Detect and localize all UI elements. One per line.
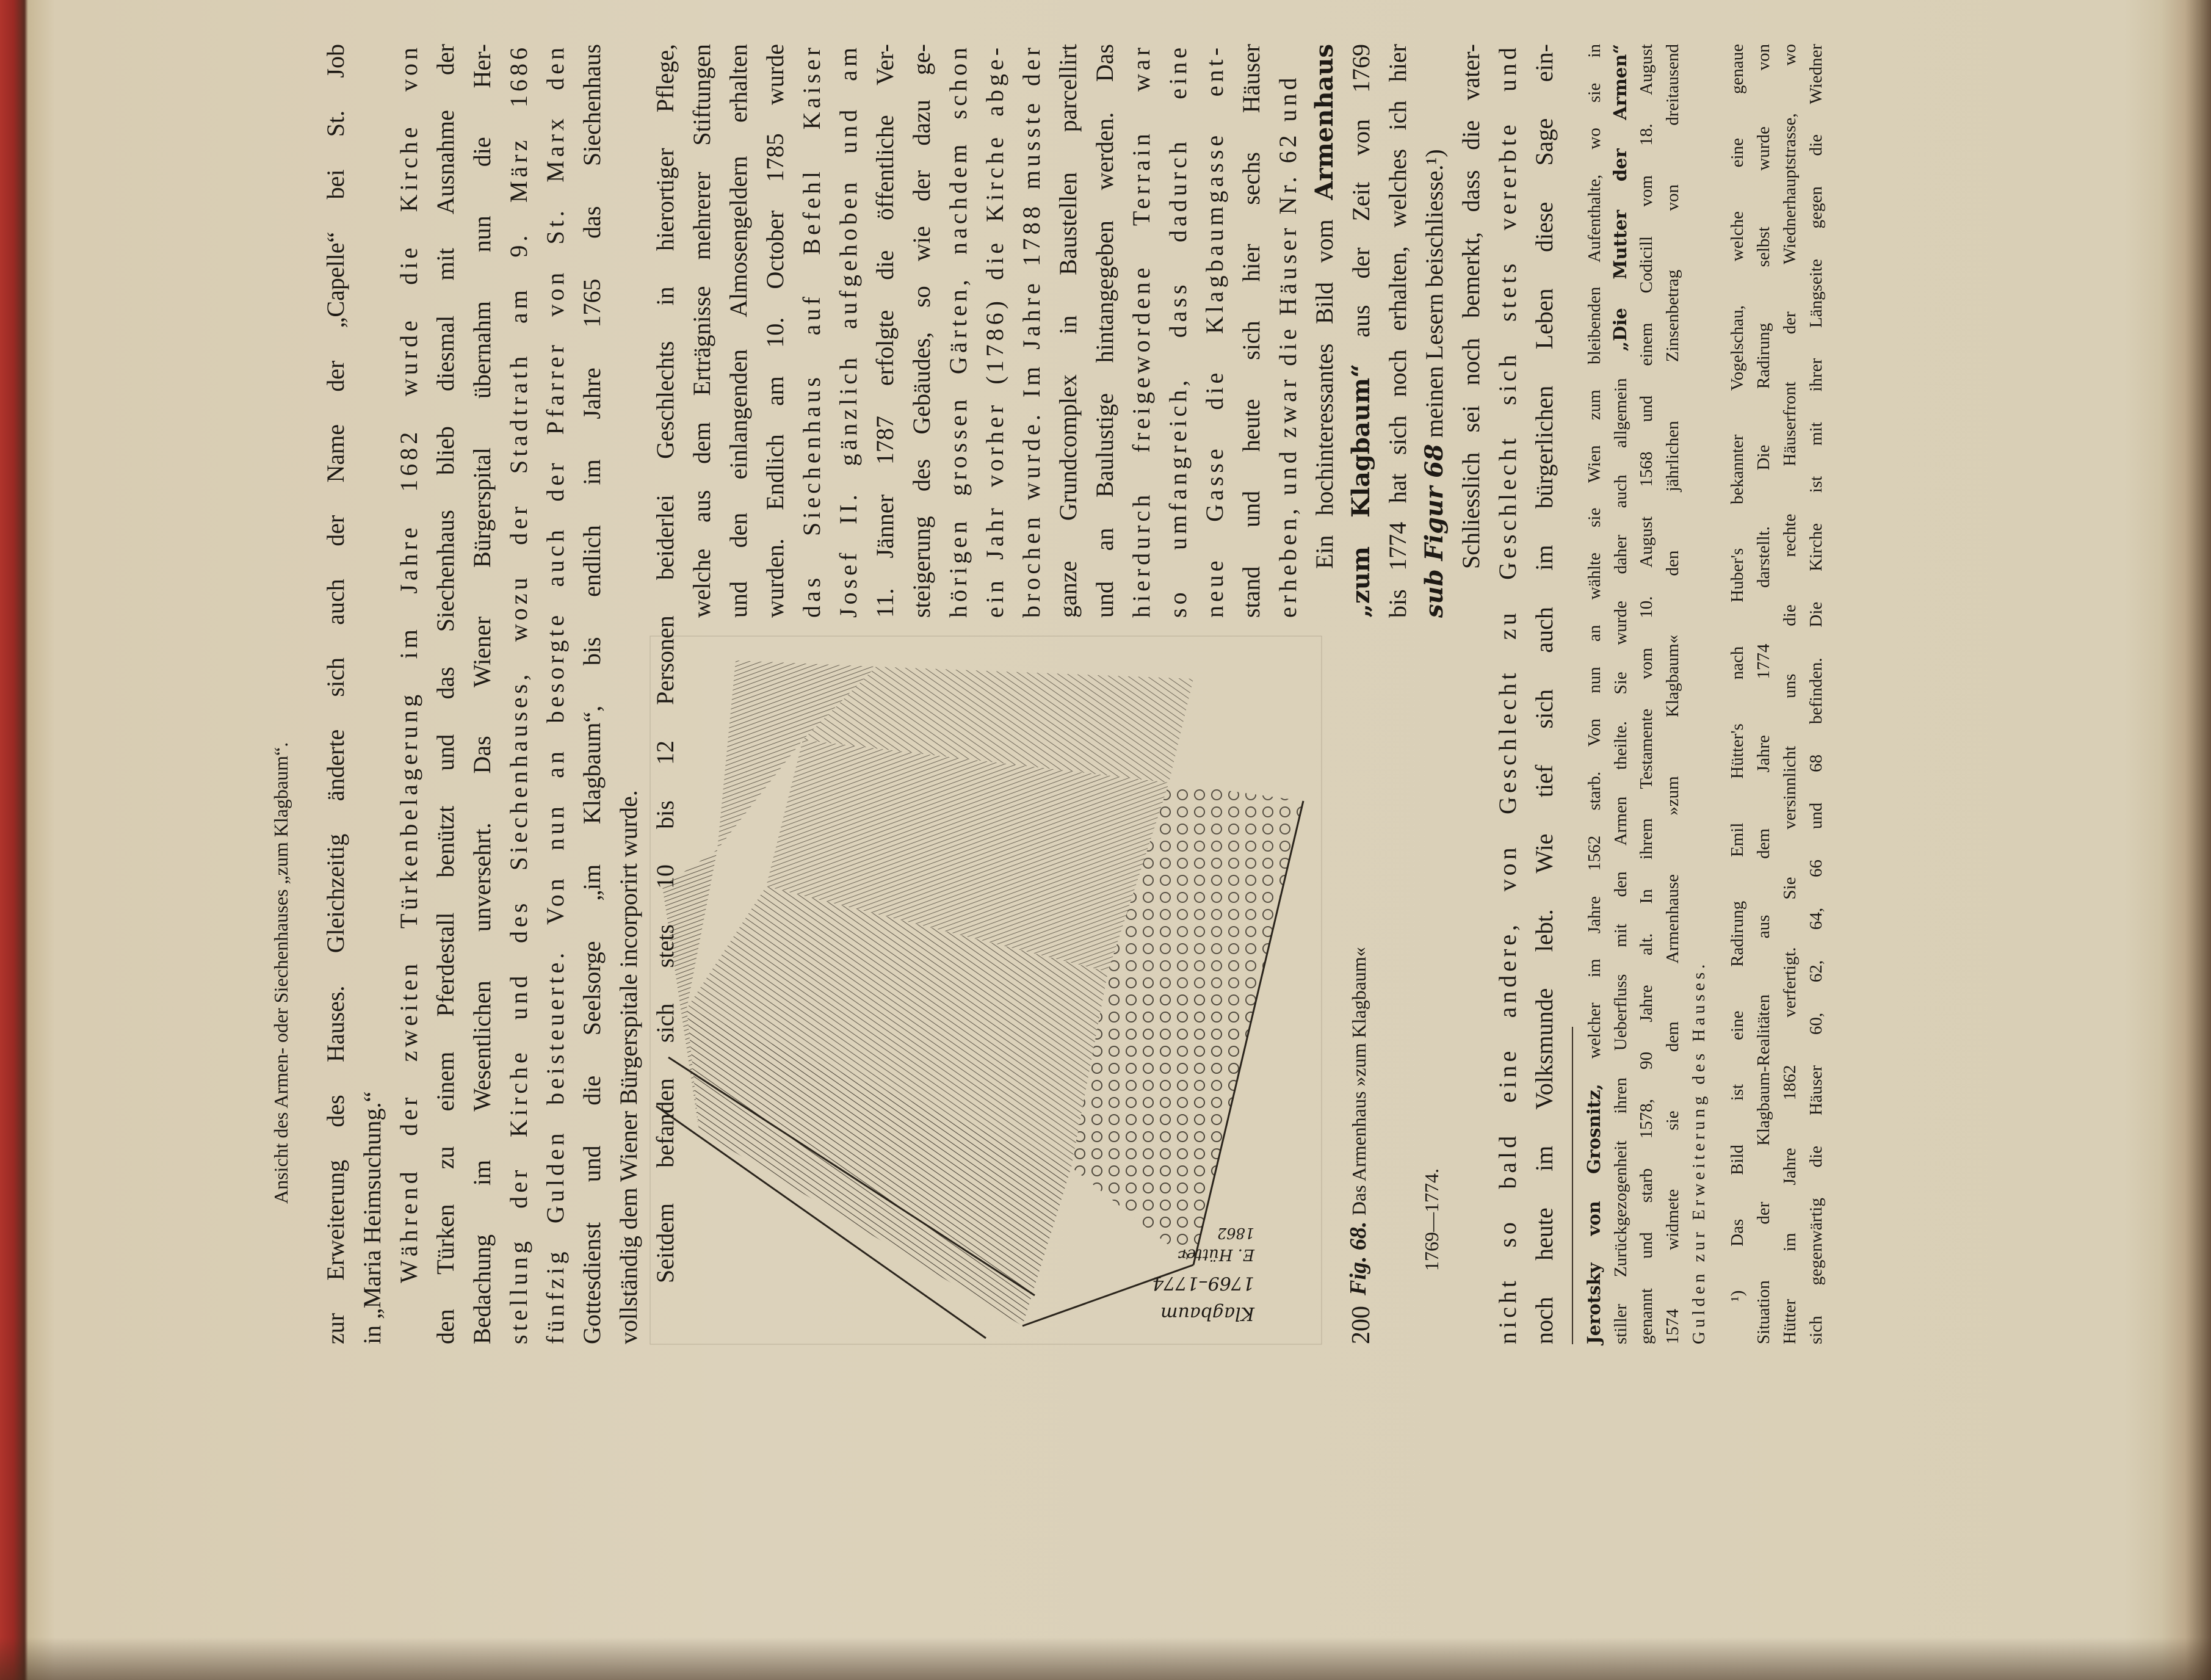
text-line: 11. Jänner 1787 erfolgte die öffentliche Ver- xyxy=(871,44,899,618)
footnote-line: 1574 widmete sie dem Armenhause »zum Klagbaum« den jährlichen Zinsenbetrag von dreitausend xyxy=(1663,44,1682,1344)
text-line: stellung der Kirche und des Siechenhauses, wozu der Stadtrath am 9. März 1686 xyxy=(505,44,532,1344)
engraving-signature: Klagbaum xyxy=(1160,1303,1254,1324)
text-line: vollständig dem Wiener Bürgerspitale incorporirt wurde. xyxy=(615,790,642,1344)
footnote-line: sich gegenwärtig die Häuser 60, 62, 64, 66 und 68 befinden. Die Kirche ist mit ihrer Längseite gegen die Wiedner xyxy=(1806,44,1826,1344)
text-line: sub Figur 68 meinen Lesern beischliesse.¹) xyxy=(1420,149,1449,618)
text-line: bis 1774 hat sich noch erhalten, welches ich hier xyxy=(1384,44,1411,618)
text-line: ein Jahr vorher (1786) die Kirche abge- xyxy=(981,44,1008,618)
engraving-signature: 1862 xyxy=(1217,1225,1254,1242)
text-line: in „Maria Heimsuchung.“ xyxy=(358,1091,386,1344)
page-number: 200 xyxy=(1347,1306,1375,1344)
text-line: Bedachung im Wesentlichen unversehrt. Das Wiener Bürgerspital übernahm nun die Her- xyxy=(468,44,496,1344)
text-line: noch heute im Volksmunde lebt. Wie tief sich auch im bürgerlichen Leben diese Sage ein- xyxy=(1530,44,1558,1344)
footnote-line: stiller Zurückgezogenheit ihren Ueberfluss mit den Armen theilte. Sie wurde daher auch allgemein „Die Mutter der Armen“ xyxy=(1610,43,1630,1344)
footnote-line: genannt und starb 1578, 90 Jahre alt. In ihrem Testamente vom 10. August 1568 und einem Codicill vom 18. August xyxy=(1637,44,1656,1344)
text-line: und an Baulustige hintangegeben werden. Das xyxy=(1091,44,1118,618)
text-line: Ein hochinteressantes Bild vom Armenhaus xyxy=(1310,44,1339,569)
caption-line: Fig. 68. Das Armenhaus »zum Klagbaum« xyxy=(1345,947,1371,1295)
text-line: stand und heute sich hier sechs Häuser xyxy=(1237,44,1265,618)
text-line: Während der zweiten Türkenbelagerung im Jahre 1682 wurde die Kirche von xyxy=(395,44,422,1283)
klagbaum-house-engraving xyxy=(644,630,1328,1350)
footnote-line: Situation der Klagbaum-Realitäten aus dem Jahre 1774 darstellt. Die Radirung selbst wurde von xyxy=(1754,44,1773,1344)
text-line: zur Erweiterung des Hauses. Gleichzeitig änderte sich auch der Name der „Capelle“ bei St. Job xyxy=(322,44,349,1344)
running-header: Ansicht des Armen- oder Siechenhauses „zum Klagbaum“. xyxy=(270,742,292,1204)
text-line: so umfangreich, dass dadurch eine xyxy=(1164,44,1192,618)
text-line: Gottesdienst und die Seelsorge „im Klagbaum“, bis endlich im Jahre 1765 das Siechenhaus xyxy=(578,44,606,1344)
text-line: Josef II. gänzlich aufgehoben und am xyxy=(834,44,862,618)
footnote-divider xyxy=(1572,1027,1573,1344)
text-line: Seitdem befanden sich stets 10 bis 12 Personen beiderlei Geschlechts in hierortiger Pflege, xyxy=(651,44,679,1283)
text-line: erheben, und zwar die Häuser Nr. 62 und xyxy=(1274,74,1301,618)
text-line: welche aus dem Erträgnisse mehrerer Stiftungen xyxy=(688,44,715,618)
text-line: brochen wurde. Im Jahre 1788 musste der xyxy=(1018,44,1045,618)
text-line: nicht so bald eine andere, von Geschlecht zu Geschlecht sich stets vererbte und xyxy=(1494,44,1521,1344)
footnote-line: Hütter im Jahre 1862 verfertigt. Sie versinnlicht uns die rechte Häuserfront der Wiednerhauptstrasse, wo xyxy=(1780,44,1800,1344)
text-line: „zum Klagbaum“ aus der Zeit von 1769 xyxy=(1347,43,1375,618)
text-line: den Türken zu einem Pferdestall benützt und das Siechenhaus blieb diesmal mit Ausnahme der xyxy=(432,44,459,1344)
text-line: hörigen grossen Gärten, nachdem schon xyxy=(944,44,972,618)
text-line: hierdurch freigewordene Terrain war xyxy=(1127,44,1155,618)
figure-68-engraving xyxy=(644,630,1328,1350)
text-line: Schliesslich sei noch bemerkt, dass die vater- xyxy=(1457,44,1485,569)
text-line: fünfzig Gulden beisteuerte. Von nun an besorgte auch der Pfarrer von St. Marx den xyxy=(541,44,569,1344)
footnote-line: Gulden zur Erweiterung des Hauses. xyxy=(1689,960,1709,1344)
text-line: und den einlangenden Almosengeldern erhalten xyxy=(725,44,752,618)
text-line: ganze Grundcomplex in Baustellen parcellirt xyxy=(1054,44,1082,618)
caption-line: 1769—1774. xyxy=(1420,1168,1442,1271)
footnote-line: ¹) Das Bild ist eine Radirung Emil Hütter's nach Huber's bekannter Vogelschau, welche eine genaue xyxy=(1728,44,1747,1302)
engraving-signature: 1769–1774 xyxy=(1152,1272,1254,1294)
text-line: wurden. Endlich am 10. October 1785 wurde xyxy=(761,44,789,618)
text-line: das Siechenhaus auf Befehl Kaiser xyxy=(798,44,825,618)
text-line: steigerung des Gebäudes, so wie der dazu ge- xyxy=(908,44,935,618)
footnote-line: Jerotsky von Grosnitz, welcher im Jahre 1562 starb. Von nun an wählte sie Wien zum bleibenden Aufenthalte, wo sie in xyxy=(1583,44,1604,1344)
engraving-signature: E. Hütter xyxy=(1179,1245,1254,1264)
text-line: neue Gasse die Klagbaumgasse ent- xyxy=(1201,44,1228,618)
